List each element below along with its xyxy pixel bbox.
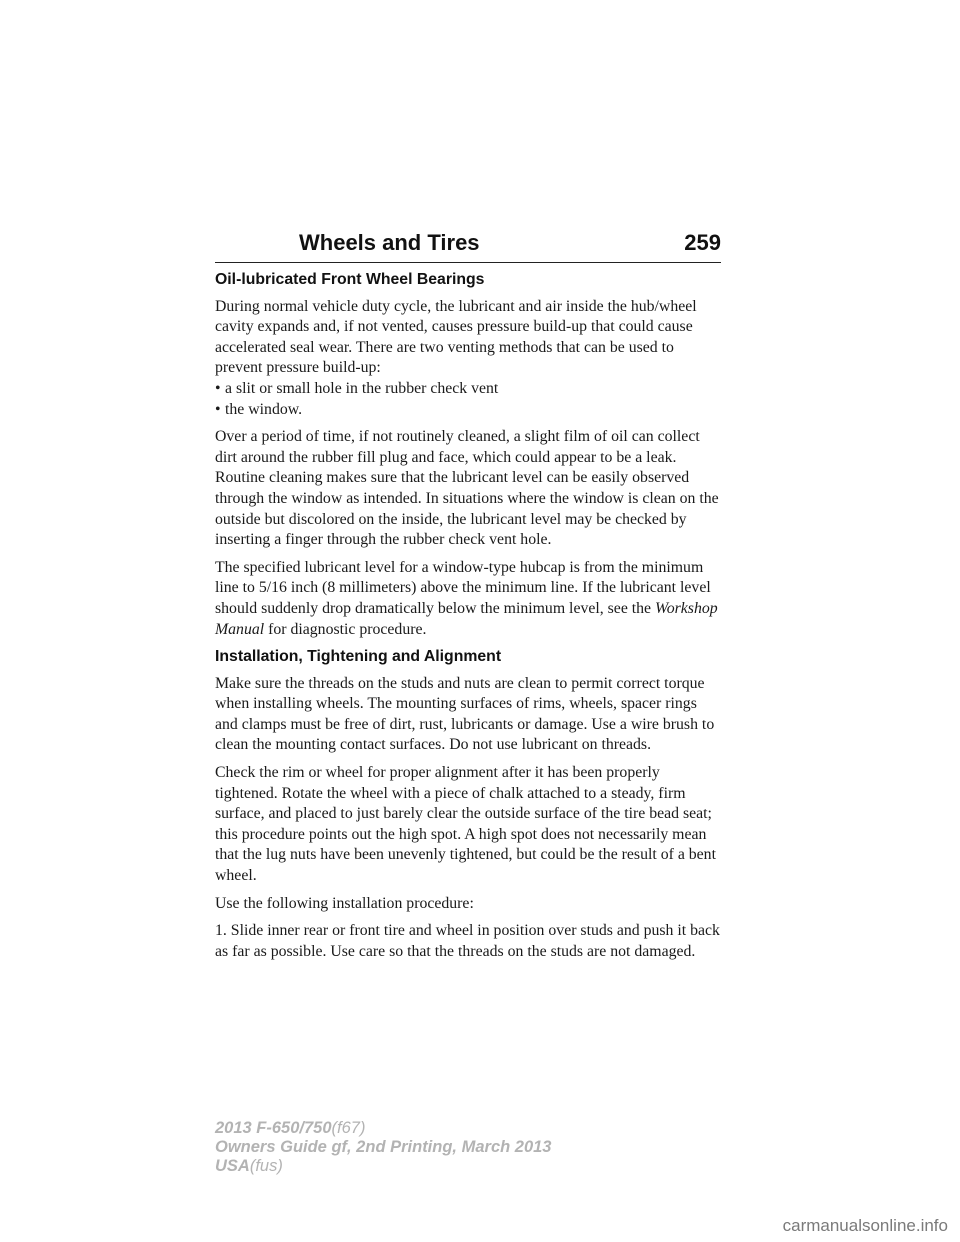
bearings-paragraph-3-end: for diagnostic procedure. bbox=[264, 620, 427, 638]
footer-model: 2013 F-650/750 bbox=[215, 1119, 332, 1137]
installation-paragraph-1: Make sure the threads on the studs and nuts are clean to permit correct torque when installing wheels. The mounting surfaces of rims, wheels, spacer rings and clamps must be free of dirt, rust, lubricants or damage. Use a wire brush to clean the mounting contact surfaces. Do not use lubricant on threads. bbox=[215, 674, 715, 754]
installation-paragraph-2: Check the rim or wheel for proper alignment after it has been properly tightened. Rotate the wheel with a piece of chalk attached to a steady, firm surface, and placed to just barely clear the outside surface of the tire bead seat; this procedure points out the high spot. A high spot does not necessarily mean that the lug nuts have been unevenly tightened, but could be the result of a bent wheel. bbox=[215, 764, 716, 885]
page-header bbox=[215, 228, 721, 263]
installation-heading: Installation, Tightening and Alignment bbox=[215, 648, 502, 666]
venting-methods-list bbox=[215, 379, 721, 420]
footer-market-code: (fus) bbox=[249, 1157, 283, 1175]
bearings-paragraph-2: Over a period of time, if not routinely cleaned, a slight film of oil can collect dirt around the rubber fill plug and face, which could appear to be a leak. Routine cleaning makes sure that the lubricant level can be easily observed through the window as intended. In situations where the window is clean on the outside but discolored on the inside, the lubricant level may be checked by inserting a finger through the rubber check vent hole. bbox=[215, 428, 719, 549]
bullet-icon: • bbox=[215, 379, 221, 397]
site-watermark: carmanualsonline.info bbox=[782, 1216, 948, 1235]
workshop-manual-reference: Workshop Manual bbox=[215, 599, 718, 638]
bearings-paragraph-3 bbox=[215, 558, 721, 640]
footer-market: USA bbox=[215, 1157, 250, 1175]
footer-line-2: Owners Guide gf, 2nd Printing, March 2013 bbox=[215, 1138, 552, 1156]
installation-step-1: 1. Slide inner rear or front tire and wheel in position over studs and push it back as far as possible. Use care so that the threads on the studs are not damaged. bbox=[215, 922, 720, 960]
section-title: Wheels and Tires bbox=[299, 230, 480, 255]
page-content bbox=[215, 270, 721, 969]
footer-line-1 bbox=[215, 1119, 552, 1138]
footer-model-code: (f67) bbox=[331, 1119, 366, 1137]
bearings-paragraph-3-start: The specified lubricant level for a window-type hubcap is from the minimum line to 5/16 inch (8 millimeters) above the minimum line. If the lubricant level should suddenly drop dramatically below the minimum level, see the bbox=[215, 558, 711, 617]
page-number: 259 bbox=[684, 230, 721, 255]
print-footer bbox=[215, 1119, 552, 1176]
footer-line-3 bbox=[215, 1157, 552, 1176]
bearings-paragraph-1: During normal vehicle duty cycle, the lubricant and air inside the hub/wheel cavity expands and, if not vented, causes pressure build-up that could cause accelerated seal wear. There are two venting methods that can be used to prevent pressure build-up: bbox=[215, 297, 697, 377]
list-item-text: the window. bbox=[225, 400, 303, 418]
list-item bbox=[215, 379, 721, 400]
list-item bbox=[215, 400, 721, 421]
installation-paragraph-3: Use the following installation procedure: bbox=[215, 894, 474, 912]
bearings-heading: Oil-lubricated Front Wheel Bearings bbox=[215, 271, 485, 288]
list-item-text: a slit or small hole in the rubber check vent bbox=[225, 379, 499, 397]
bullet-icon: • bbox=[215, 400, 221, 418]
